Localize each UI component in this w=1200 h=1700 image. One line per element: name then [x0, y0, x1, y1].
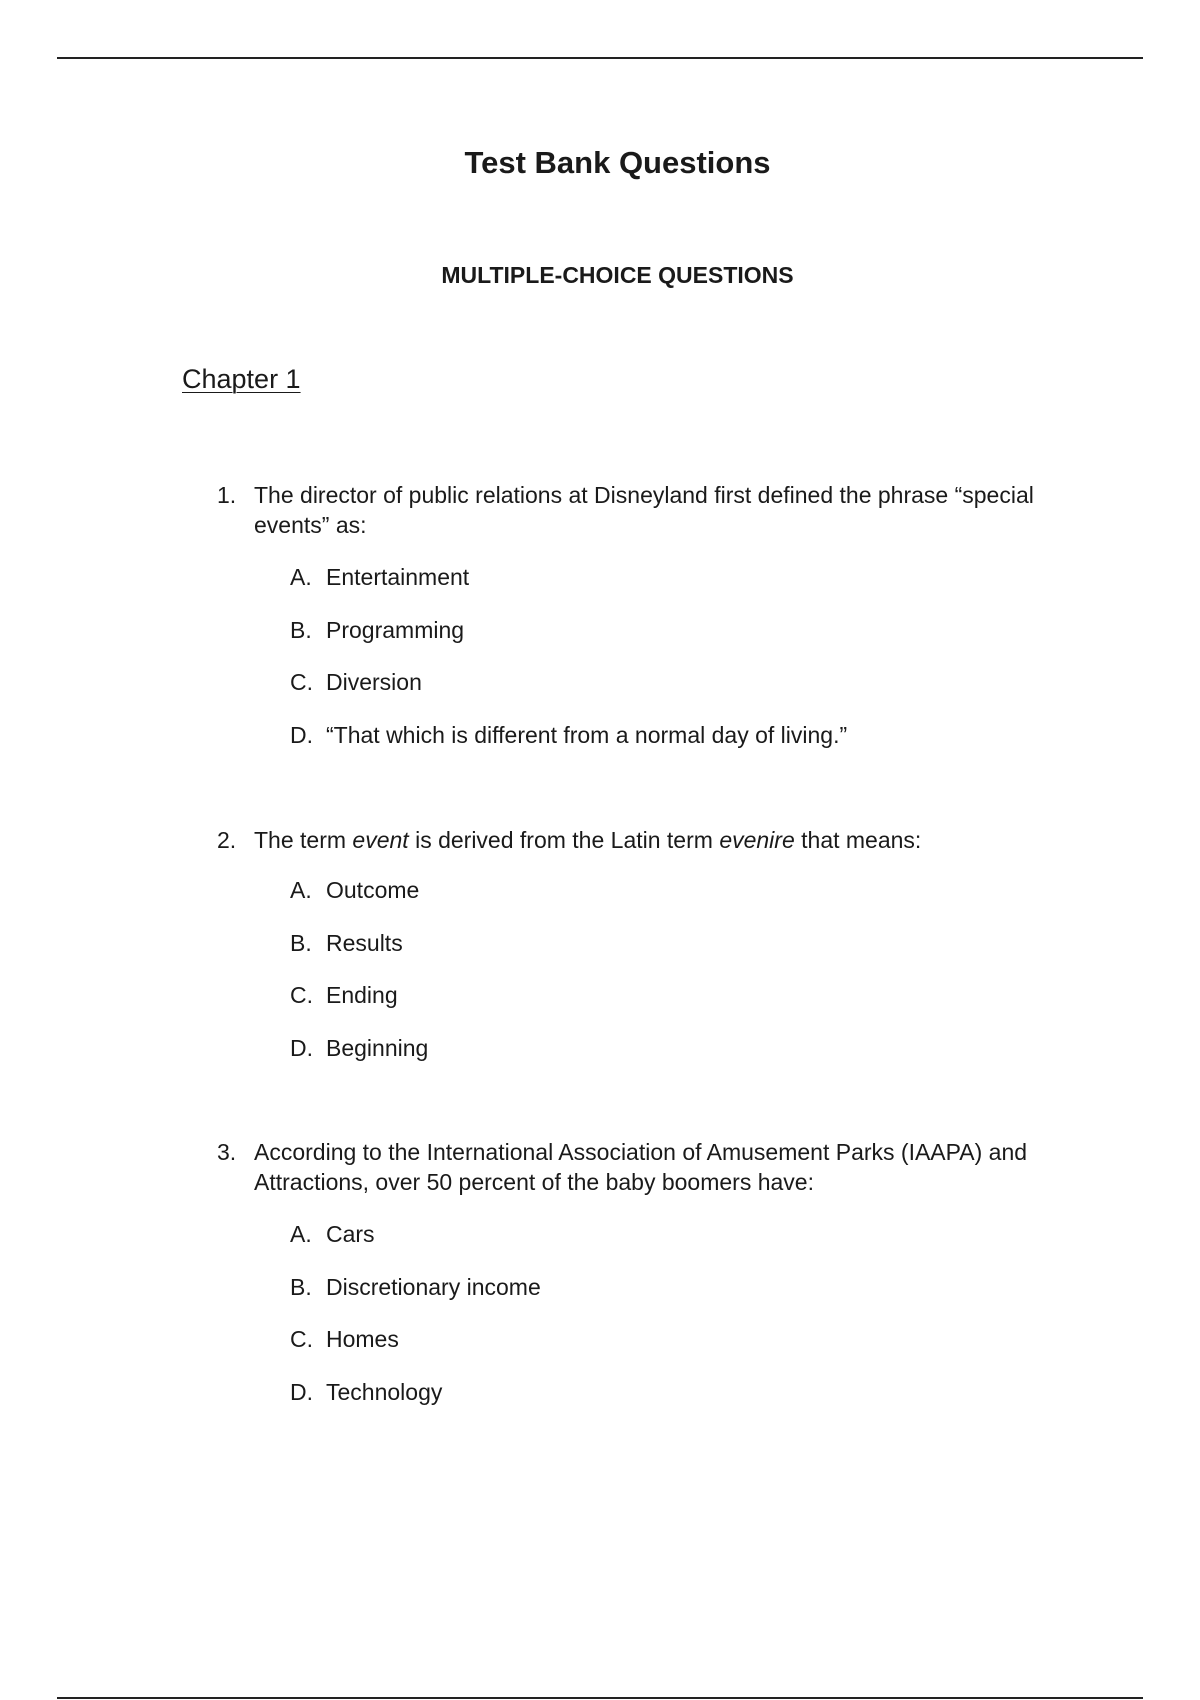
- answer-option: [290, 980, 1110, 1033]
- answer-option: [290, 1272, 1110, 1325]
- answer-option: [290, 928, 1110, 981]
- question-stem: [217, 1137, 1037, 1197]
- option-letter: B.: [290, 929, 312, 956]
- option-text: Homes: [326, 1326, 399, 1352]
- option-text: Beginning: [326, 1034, 429, 1061]
- question-1: [217, 480, 1037, 772]
- option-letter: D.: [290, 721, 313, 748]
- question-2: [217, 825, 1037, 1085]
- option-text: Ending: [326, 982, 398, 1008]
- option-text: Results: [326, 929, 403, 956]
- answer-options: [290, 1219, 1110, 1429]
- question-text-after: that means:: [794, 827, 922, 853]
- option-letter: A.: [290, 564, 312, 590]
- answer-option: [290, 615, 1110, 668]
- question-text-before: The term: [254, 827, 353, 853]
- question-stem: [217, 480, 1037, 540]
- answer-options: [290, 875, 1110, 1085]
- answer-options: [290, 562, 1110, 772]
- option-letter: C.: [290, 669, 313, 695]
- option-letter: D.: [290, 1378, 313, 1405]
- option-letter: B.: [290, 1273, 312, 1300]
- question-term-evenire: evenire: [719, 827, 795, 853]
- option-letter: C.: [290, 1326, 313, 1352]
- answer-option: [290, 1033, 1110, 1086]
- answer-option: [290, 875, 1110, 928]
- question-3: [217, 1137, 1037, 1429]
- answer-option: [290, 1324, 1110, 1377]
- option-letter: C.: [290, 982, 313, 1008]
- option-letter: A.: [290, 877, 312, 903]
- question-text: The director of public relations at Disneyland first defined the phrase “special events” as:: [254, 482, 1034, 538]
- question-text-middle: is derived from the Latin term: [408, 827, 720, 853]
- answer-option: [290, 562, 1110, 615]
- question-number: 2.: [217, 827, 237, 853]
- option-text: Programming: [326, 616, 465, 643]
- option-letter: B.: [290, 616, 312, 643]
- page-title: Test Bank Questions: [464, 145, 771, 180]
- option-letter: A.: [290, 1221, 312, 1247]
- question-number: 3.: [217, 1139, 237, 1165]
- option-text: Discretionary income: [326, 1273, 541, 1300]
- option-text: Diversion: [326, 669, 422, 695]
- bottom-rule: [57, 1697, 1143, 1699]
- answer-option: [290, 1219, 1110, 1272]
- question-text: According to the International Association of Amusement Parks (IAAPA) and Attractions, over 50 percent of the baby boomers have:: [254, 1139, 1028, 1195]
- option-text: “That which is different from a normal day of living.”: [326, 721, 848, 748]
- answer-option: [290, 667, 1110, 720]
- answer-option: [290, 1377, 1110, 1430]
- question-term-event: event: [352, 827, 409, 853]
- top-rule: [57, 57, 1143, 59]
- answer-option: [290, 720, 1110, 773]
- option-text: Entertainment: [326, 564, 470, 590]
- option-text: Cars: [326, 1221, 375, 1247]
- chapter-heading: Chapter 1: [182, 364, 301, 394]
- question-number: 1.: [217, 482, 237, 508]
- section-heading: MULTIPLE-CHOICE QUESTIONS: [441, 262, 794, 288]
- option-letter: D.: [290, 1034, 313, 1061]
- option-text: Technology: [326, 1378, 443, 1405]
- question-stem: [217, 825, 1037, 855]
- option-text: Outcome: [326, 877, 420, 903]
